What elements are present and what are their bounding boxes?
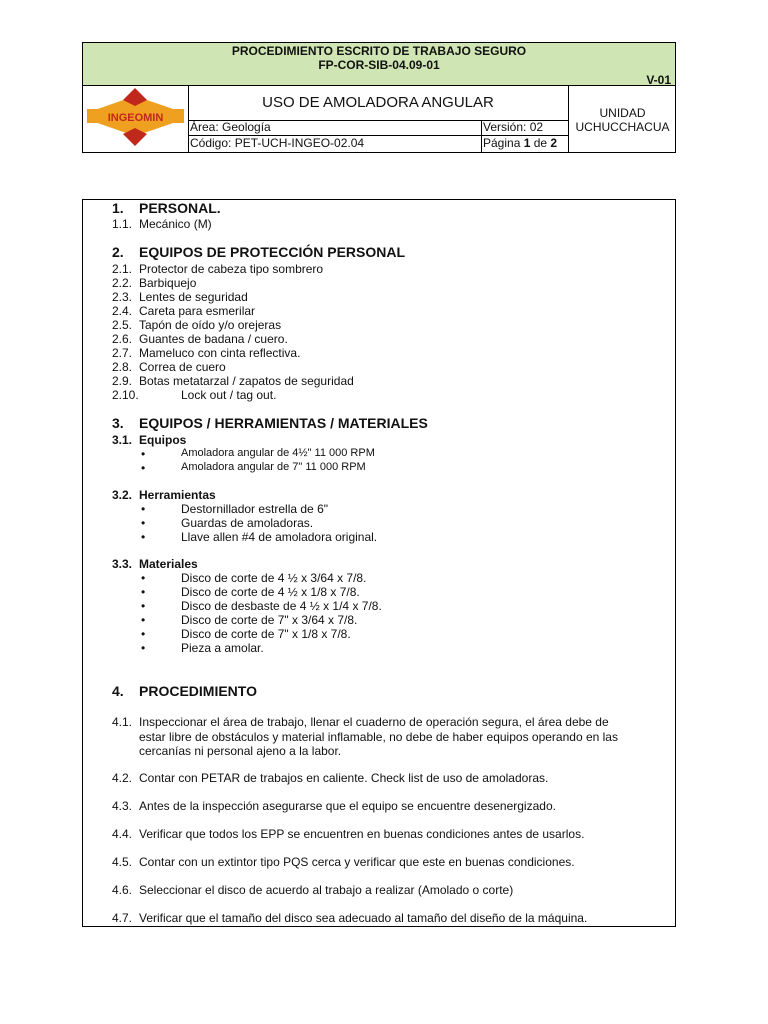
step-number: 4.3.: [112, 799, 133, 813]
item-number: 1.1.: [112, 217, 133, 231]
step-number: 4.2.: [112, 771, 133, 785]
bullet: •: [141, 613, 146, 627]
step-number: 4.5.: [112, 855, 133, 869]
bullet: •: [141, 571, 146, 585]
list-item: Disco de corte de 4 ½ x 1/8 x 7/8.: [181, 585, 360, 599]
section-number: 3.: [112, 415, 124, 431]
list-item: Protector de cabeza tipo sombrero: [139, 262, 324, 276]
section-title-personal: PERSONAL.: [139, 200, 221, 216]
list-item: Mameluco con cinta reflectiva.: [139, 346, 301, 360]
item-number: 2.1.: [112, 262, 133, 276]
header-title-band: [82, 42, 676, 86]
page-label: Página 1 de 2: [483, 136, 558, 150]
item-number: 2.10.: [112, 388, 139, 402]
step-text: Contar con un extintor tipo PQS cerca y verificar que este en buenas condiciones.: [139, 855, 575, 869]
list-item: Mecánico (M): [139, 217, 212, 231]
list-item: Barbiquejo: [139, 276, 197, 290]
page-total: 2: [550, 136, 558, 150]
procedure-content: [82, 199, 676, 927]
list-item: Disco de corte de 7" x 1/8 x 7/8.: [181, 627, 351, 641]
item-number: 2.2.: [112, 276, 133, 290]
item-number: 2.5.: [112, 318, 133, 332]
version-tag: V-01: [646, 73, 671, 87]
bullet: •: [141, 447, 146, 461]
list-item: Disco de corte de 7" x 3/64 x 7/8.: [181, 613, 358, 627]
list-item: Disco de desbaste de 4 ½ x 1/4 x 7/8.: [181, 599, 382, 613]
code-label: Código: PET-UCH-INGEO-02.04: [190, 136, 365, 150]
subsection-title-materiales: Materiales: [139, 557, 198, 571]
form-code: FP-COR-SIB-04.09-01: [318, 58, 440, 72]
section-number: 4.: [112, 683, 124, 699]
version-label: Versión: 02: [483, 120, 544, 134]
section-title-epp: EQUIPOS DE PROTECCIÓN PERSONAL: [139, 244, 406, 260]
logo-cell: [83, 86, 189, 152]
list-item: Pieza a amolar.: [181, 641, 264, 655]
bullet: •: [141, 530, 146, 544]
step-number: 4.7.: [112, 911, 133, 925]
version-cell: [481, 120, 568, 136]
procedure-title: PROCEDIMIENTO ESCRITO DE TRABAJO SEGURO: [231, 44, 527, 58]
unit-label: UNIDAD: [599, 106, 646, 120]
list-item: Careta para esmerilar: [139, 304, 256, 318]
list-item: Correa de cuero: [139, 360, 226, 374]
list-item: Disco de corte de 4 ½ x 3/64 x 7/8.: [181, 571, 367, 585]
bullet: •: [141, 461, 146, 475]
unit-cell: [568, 86, 676, 152]
list-item: Lock out / tag out.: [181, 388, 277, 402]
step-text: Contar con PETAR de trabajos en caliente. Check list de uso de amoladoras.: [139, 771, 549, 785]
step-text: Verificar que el tamaño del disco sea adecuado al tamaño del diseño de la máquina.: [139, 911, 588, 925]
step-text: Seleccionar el disco de acuerdo al trabajo a realizar (Amolado o corte): [139, 883, 514, 897]
page-cell: [481, 136, 568, 152]
list-item: Llave allen #4 de amoladora original.: [181, 530, 378, 544]
list-item: Botas metatarzal / zapatos de seguridad: [139, 374, 354, 388]
list-item: Amoladora angular de 4½" 11 000 RPM: [181, 447, 375, 459]
item-number: 2.3.: [112, 290, 133, 304]
step-text: Inspeccionar el área de trabajo, llenar el cuaderno de operación segura, el área debe de: [139, 715, 609, 729]
unit-name: UCHUCCHACUA: [575, 120, 670, 134]
list-item: Tapón de oído y/o orejeras: [139, 318, 282, 332]
doc-title-cell: [188, 86, 568, 121]
list-item: Destornillador estrella de 6": [181, 502, 328, 516]
bullet: •: [141, 627, 146, 641]
bullet: •: [141, 641, 146, 655]
page-number: 1: [523, 136, 531, 150]
area-cell: [188, 120, 482, 136]
section-title-procedure: PROCEDIMIENTO: [139, 683, 257, 699]
list-item: Amoladora angular de 7" 11 000 RPM: [181, 461, 366, 473]
step-number: 4.6.: [112, 883, 133, 897]
item-number: 2.9.: [112, 374, 133, 388]
item-number: 2.6.: [112, 332, 133, 346]
header-info-table: [82, 85, 676, 153]
step-text: estar libre de obstáculos y material inflamable, no debe de haber equipos operando en las: [139, 730, 618, 744]
area-label: Área: Geología: [190, 120, 271, 134]
item-number: 2.4.: [112, 304, 133, 318]
section-title-equipment: EQUIPOS / HERRAMIENTAS / MATERIALES: [139, 415, 428, 431]
section-number: 2.: [112, 244, 124, 260]
list-item: Guardas de amoladoras.: [181, 516, 314, 530]
bullet: •: [141, 599, 146, 613]
subsection-number: 3.2.: [112, 488, 133, 502]
subsection-number: 3.1.: [112, 433, 133, 447]
bullet: •: [141, 502, 146, 516]
step-number: 4.4.: [112, 827, 133, 841]
bullet: •: [141, 585, 146, 599]
list-item: Lentes de seguridad: [139, 290, 248, 304]
logo-text: INGEOMIN: [107, 112, 164, 124]
section-number: 1.: [112, 200, 124, 216]
list-item: Guantes de badana / cuero.: [139, 332, 288, 346]
step-number: 4.1.: [112, 715, 133, 729]
subsection-title-herramientas: Herramientas: [139, 488, 216, 502]
subsection-title-equipos: Equipos: [139, 433, 187, 447]
document-title: USO DE AMOLADORA ANGULAR: [262, 94, 494, 111]
item-number: 2.8.: [112, 360, 133, 374]
ingeomin-logo: [83, 86, 188, 152]
item-number: 2.7.: [112, 346, 133, 360]
step-text: Antes de la inspección asegurarse que el equipo se encuentre desenergizado.: [139, 799, 556, 813]
step-text: cercanías ni personal ajeno a la labor.: [139, 744, 342, 758]
subsection-number: 3.3.: [112, 557, 133, 571]
bullet: •: [141, 516, 146, 530]
code-cell: [188, 136, 482, 152]
step-text: Verificar que todos los EPP se encuentren en buenas condiciones antes de usarlos.: [139, 827, 585, 841]
